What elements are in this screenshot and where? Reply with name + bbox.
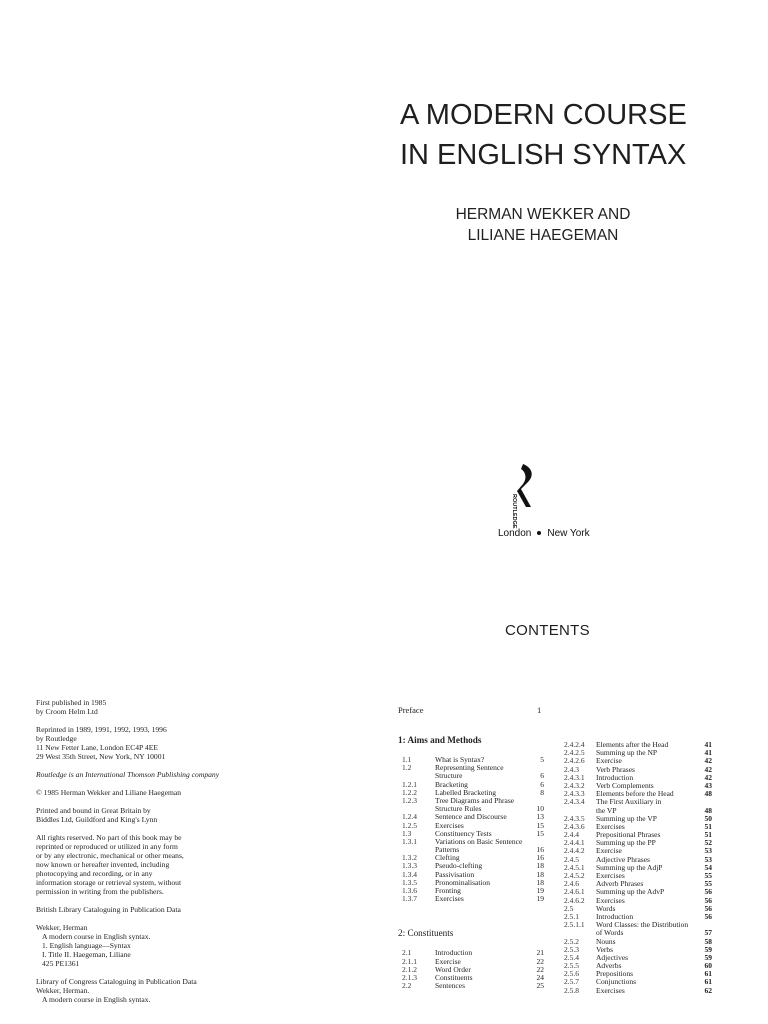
toc-entry bbox=[564, 921, 712, 929]
book-title bbox=[400, 95, 687, 175]
toc-entry-title: Representing Sentence bbox=[435, 763, 504, 773]
toc-entry-page: 56 bbox=[704, 911, 712, 921]
toc-entry-title: Bracketing bbox=[435, 779, 468, 789]
imprint-line: Wekker, Herman. bbox=[36, 986, 90, 995]
toc-entry-number: 1.2.4 bbox=[402, 812, 417, 822]
book-title-line1: A MODERN COURSE bbox=[400, 99, 687, 131]
imprint-block bbox=[36, 905, 284, 914]
toc-entry-title: Exercise bbox=[596, 756, 622, 766]
toc-entry-number: 2.5.1.1 bbox=[564, 920, 585, 930]
toc-entry-page: 51 bbox=[704, 821, 712, 831]
toc-entry-title: Fronting bbox=[435, 886, 461, 895]
imprint-line: by Croom Helm Ltd bbox=[36, 707, 98, 716]
toc-entry bbox=[564, 905, 712, 913]
toc-entry-number: 2.4.6 bbox=[564, 879, 579, 889]
toc-entry-title: Constituents bbox=[435, 972, 473, 982]
toc-entry-page: 15 bbox=[536, 828, 544, 838]
toc-entry-number: 1.3.2 bbox=[402, 853, 417, 863]
toc-entry bbox=[398, 966, 548, 974]
toc-entry-number: 1.2.1 bbox=[402, 779, 417, 789]
toc-entry-title: Exercises bbox=[596, 871, 625, 880]
toc-entry-number: 1.3.7 bbox=[402, 894, 417, 904]
toc-entry bbox=[398, 879, 548, 887]
toc-entry-title: Adverb Phrases bbox=[596, 879, 644, 889]
toc-entry-title: Summing up the NP bbox=[596, 748, 658, 758]
toc-entry-title: Exercise bbox=[435, 956, 461, 966]
toc-entry-page: 5 bbox=[540, 755, 544, 764]
toc-entry-page: 6 bbox=[540, 779, 544, 789]
toc-entry bbox=[398, 838, 548, 846]
toc-entry-number: 2.4.2.6 bbox=[564, 756, 585, 766]
toc-entry-number: 1.3.1 bbox=[402, 836, 417, 846]
imprint-line: Printed and bound in Great Britain by bbox=[36, 806, 151, 815]
toc-entry-title: Elements after the Head bbox=[596, 740, 669, 749]
toc-entry-page: 22 bbox=[536, 964, 544, 974]
imprint-block bbox=[36, 923, 284, 968]
toc-entry bbox=[398, 974, 548, 982]
imprint-line: 11 New Fetter Lane, London EC4P 4EE bbox=[36, 743, 158, 752]
toc-entry-page: 50 bbox=[704, 813, 712, 823]
toc-entry-number: 1.2.3 bbox=[402, 795, 417, 805]
toc-entry bbox=[564, 766, 712, 774]
imprint-line: I. Title II. Haegeman, Liliane bbox=[42, 950, 131, 959]
toc-entry-title: Elements before the Head bbox=[596, 789, 674, 799]
toc-chapter-2-rows bbox=[398, 949, 548, 990]
book-authors bbox=[448, 204, 638, 246]
toc-entry-title: Adverbs bbox=[596, 961, 622, 971]
toc-entry-page: 48 bbox=[704, 789, 712, 799]
toc-entry bbox=[398, 764, 548, 772]
toc-entry bbox=[398, 813, 548, 821]
imprint-line: photocopying and recording, or in any bbox=[36, 869, 153, 878]
toc-entry-title: Summing up the VP bbox=[596, 813, 657, 823]
toc-entry-number: 2.5.3 bbox=[564, 944, 579, 954]
toc-entry-page: 13 bbox=[536, 812, 544, 822]
toc-entry-page: 52 bbox=[704, 838, 712, 848]
toc-entry-title: What is Syntax? bbox=[435, 755, 485, 764]
imprint-line: Wekker, Herman bbox=[36, 923, 88, 932]
toc-entry-title: Tree Diagrams and Phrase bbox=[435, 795, 515, 805]
toc-entry bbox=[398, 958, 548, 966]
toc-entry-number: 1.2.5 bbox=[402, 820, 417, 830]
toc-entry-title: Structure bbox=[435, 771, 463, 781]
toc-entry-title: Pronominalisation bbox=[435, 877, 490, 887]
toc-entry-page: 56 bbox=[704, 903, 712, 913]
imprint-line: Biddles Ltd, Guildford and King's Lynn bbox=[36, 815, 158, 824]
toc-entry-title: Conjunctions bbox=[596, 977, 637, 987]
toc-entry-title: Summing up the PP bbox=[596, 838, 656, 848]
toc-entry bbox=[564, 978, 712, 986]
toc-entry-title: Patterns bbox=[435, 845, 460, 855]
toc-preface-title: Preface bbox=[398, 705, 424, 715]
toc-entry-number: 2.4.2.4 bbox=[564, 740, 585, 749]
toc-entry bbox=[564, 757, 712, 765]
toc-entry bbox=[564, 888, 712, 896]
toc-entry-number: 2.4.3.5 bbox=[564, 813, 585, 823]
toc-entry-number: 2.4.4.2 bbox=[564, 846, 585, 856]
logo-text: ROUTLEDGE bbox=[511, 494, 517, 529]
toc-entry-title: Introduction bbox=[435, 948, 473, 958]
imprint-line: A modern course in English syntax. bbox=[42, 995, 151, 1004]
toc-entry bbox=[564, 962, 712, 970]
toc-entry-number: 1.2.2 bbox=[402, 787, 417, 797]
toc-entry-number: 1.3.4 bbox=[402, 869, 417, 879]
toc-entry-number: 2.5.1 bbox=[564, 911, 579, 921]
toc-entry-title: Sentence and Discourse bbox=[435, 812, 507, 822]
toc-entry-number: 2.1.1 bbox=[402, 956, 417, 966]
toc-entry-page: 59 bbox=[704, 952, 712, 962]
toc-entry-page: 57 bbox=[704, 928, 712, 938]
toc-entry-page: 15 bbox=[536, 820, 544, 830]
toc-entry bbox=[564, 970, 712, 978]
toc-entry-number: 2.4.4 bbox=[564, 830, 579, 840]
imprint-page bbox=[36, 698, 284, 1013]
toc-entry-page: 42 bbox=[704, 772, 712, 782]
toc-entry-number: 1.1 bbox=[402, 755, 412, 764]
toc-entry-page: 21 bbox=[536, 948, 544, 958]
toc-entry-page: 58 bbox=[704, 936, 712, 946]
toc-entry-page: 22 bbox=[536, 956, 544, 966]
toc-entry-number: 2.5.4 bbox=[564, 952, 579, 962]
author-1: HERMAN WEKKER AND bbox=[455, 206, 631, 223]
toc-entry-title: Adjectives bbox=[596, 952, 629, 962]
imprint-block bbox=[36, 725, 284, 761]
toc-entry-page: 54 bbox=[704, 862, 712, 872]
toc-entry bbox=[398, 982, 548, 990]
toc-entry-title: Summing up the AdvP bbox=[596, 887, 665, 897]
imprint-line: now known or hereafter invented, including bbox=[36, 860, 170, 869]
imprint-block bbox=[36, 698, 284, 716]
toc-entry bbox=[398, 949, 548, 957]
toc-entry-number: 2.4.3.4 bbox=[564, 797, 585, 807]
toc-entry-number: 2.4.6.1 bbox=[564, 887, 585, 897]
toc-entry-page: 41 bbox=[704, 748, 712, 758]
bullet-dot bbox=[537, 531, 541, 535]
toc-entry-title: The First Auxiliary in bbox=[596, 797, 662, 807]
toc-entry-title: Prepositional Phrases bbox=[596, 830, 661, 840]
toc-entry-number: 2.4.3.3 bbox=[564, 789, 585, 799]
toc-entry-title: the VP bbox=[596, 805, 617, 815]
toc-entry-title: Words bbox=[596, 903, 616, 913]
imprint-line: 425 PE1361 bbox=[42, 959, 80, 968]
toc-entry-number: 2.4.5.2 bbox=[564, 871, 585, 880]
toc-entry-page: 42 bbox=[704, 756, 712, 766]
imprint-line: or by any electronic, mechanical or other means, bbox=[36, 851, 184, 860]
imprint-block bbox=[36, 833, 284, 896]
toc-entry-page: 18 bbox=[536, 869, 544, 879]
toc-entry-page: 60 bbox=[704, 961, 712, 971]
toc-entry-number: 2.5 bbox=[564, 903, 574, 913]
imprint-block bbox=[36, 977, 284, 1004]
toc-entry bbox=[564, 938, 712, 946]
toc-entry bbox=[564, 929, 712, 937]
toc-entry-title: Prepositions bbox=[596, 969, 634, 979]
toc-entry-page: 53 bbox=[704, 854, 712, 864]
city-newyork: New York bbox=[547, 528, 590, 539]
toc-entry-title: Word Classes: the Distribution bbox=[596, 920, 689, 930]
toc-entry bbox=[564, 987, 712, 995]
toc-entry-title: Sentences bbox=[435, 981, 465, 991]
toc-entry-number: 1.2 bbox=[402, 763, 412, 773]
toc-entry-title: Variations on Basic Sentence bbox=[435, 836, 523, 846]
imprint-line: All rights reserved. No part of this book may be bbox=[36, 833, 182, 842]
toc-entry-page: 19 bbox=[536, 886, 544, 895]
toc-entry-title: Word Order bbox=[435, 964, 471, 974]
imprint-block bbox=[36, 770, 284, 779]
toc-entry-page: 24 bbox=[536, 972, 544, 982]
toc-entry-number: 2.4.2.5 bbox=[564, 748, 585, 758]
toc-entry-page: 51 bbox=[704, 830, 712, 840]
toc-entry-title: Exercises bbox=[435, 894, 464, 904]
toc-entry-page: 55 bbox=[704, 871, 712, 880]
toc-entry bbox=[398, 846, 548, 854]
toc-entry-title: Verbs bbox=[596, 944, 614, 954]
toc-entry bbox=[564, 839, 712, 847]
toc-entry-title: Verb Complements bbox=[596, 780, 654, 790]
toc-chapter-2-heading: 2: Constituents bbox=[398, 928, 454, 939]
toc-right-column bbox=[564, 741, 712, 995]
toc-entry bbox=[398, 772, 548, 780]
toc-entry-number: 2.1 bbox=[402, 948, 412, 958]
imprint-line: British Library Cataloguing in Publication Data bbox=[36, 905, 181, 914]
toc-entry-number: 1.3.3 bbox=[402, 861, 417, 871]
toc-entry-title: Pseudo-clefting bbox=[435, 861, 483, 871]
city-london: London bbox=[498, 528, 532, 539]
toc-entry-number: 1.3.5 bbox=[402, 877, 417, 887]
publisher-cities bbox=[498, 528, 590, 539]
toc-entry-page: 59 bbox=[704, 944, 712, 954]
toc-entry-title: Constituency Tests bbox=[435, 828, 492, 838]
toc-entry-number: 2.1.2 bbox=[402, 964, 417, 974]
toc-entry-page: 16 bbox=[536, 853, 544, 863]
toc-entry bbox=[564, 798, 712, 806]
toc-entry-number: 1.3 bbox=[402, 828, 412, 838]
toc-chapter-1-rows bbox=[398, 756, 548, 903]
toc-entry-title: Passivisation bbox=[435, 869, 475, 879]
toc-entry-page: 8 bbox=[540, 787, 544, 797]
toc-entry-title: Adjective Phrases bbox=[596, 854, 650, 864]
toc-entry-number: 1.3.6 bbox=[402, 886, 417, 895]
toc-preface-page: 1 bbox=[537, 705, 542, 715]
toc-entry-title: Introduction bbox=[596, 911, 634, 921]
author-2: LILIANE HAEGEMAN bbox=[467, 227, 619, 244]
toc-entry bbox=[564, 749, 712, 757]
imprint-block bbox=[36, 788, 284, 797]
imprint-line: First published in 1985 bbox=[36, 698, 107, 707]
toc-entry-title: Verb Phrases bbox=[596, 764, 635, 774]
toc-entry bbox=[564, 946, 712, 954]
toc-entry-page: 56 bbox=[704, 895, 712, 905]
imprint-line: Reprinted in 1989, 1991, 1992, 1993, 1996 bbox=[36, 725, 167, 734]
toc-entry-title: Introduction bbox=[596, 772, 634, 782]
contents-heading: CONTENTS bbox=[505, 622, 590, 639]
imprint-line: information storage or retrieval system, without bbox=[36, 878, 182, 887]
toc-preface bbox=[398, 706, 548, 718]
toc-entry-title: Clefting bbox=[435, 853, 460, 863]
toc-entry-page: 19 bbox=[536, 894, 544, 904]
toc-entry-page: 42 bbox=[704, 764, 712, 774]
toc-entry-page: 18 bbox=[536, 877, 544, 887]
imprint-line: Library of Congress Cataloguing in Publication Data bbox=[36, 977, 197, 986]
routledge-logo bbox=[507, 462, 535, 532]
toc-entry-page: 25 bbox=[536, 981, 544, 991]
toc-entry-title: Nouns bbox=[596, 936, 616, 946]
toc-entry-title: Structure Rules bbox=[435, 804, 482, 814]
toc-entry-page: 53 bbox=[704, 846, 712, 856]
toc-entry-number: 2.4.3.6 bbox=[564, 821, 585, 831]
toc-entry-number: 2.5.5 bbox=[564, 961, 579, 971]
toc-entry-title: Exercises bbox=[435, 820, 464, 830]
toc-entry-page: 55 bbox=[704, 879, 712, 889]
toc-entry-title: Exercises bbox=[596, 821, 625, 831]
imprint-line: Routledge is an International Thomson Publishing company bbox=[36, 770, 220, 779]
toc-entry-number: 2.2 bbox=[402, 981, 412, 991]
imprint-line: © 1985 Herman Wekker and Liliane Haegeman bbox=[36, 788, 182, 797]
book-title-line2: IN ENGLISH SYNTAX bbox=[400, 139, 687, 171]
toc-entry-title: Exercises bbox=[596, 895, 625, 905]
toc-entry-title: Exercise bbox=[596, 846, 622, 856]
imprint-line: permission in writing from the publishers. bbox=[36, 887, 164, 896]
toc-entry bbox=[564, 897, 712, 905]
toc-entry-title: Labelled Bracketing bbox=[435, 787, 497, 797]
imprint-line: A modern course in English syntax. bbox=[42, 932, 151, 941]
toc-entry-page: 61 bbox=[704, 969, 712, 979]
toc-entry bbox=[398, 895, 548, 903]
toc-entry-number: 2.4.3.1 bbox=[564, 772, 585, 782]
toc-entry-number: 2.4.5 bbox=[564, 854, 579, 864]
toc-entry-page: 48 bbox=[704, 805, 712, 815]
toc-entry-title: of Words bbox=[596, 928, 624, 938]
toc-entry-number: 2.5.2 bbox=[564, 936, 579, 946]
toc-entry bbox=[564, 864, 712, 872]
toc-entry-page: 43 bbox=[704, 780, 712, 790]
imprint-line: by Routledge bbox=[36, 734, 77, 743]
toc-entry-page: 10 bbox=[536, 804, 544, 814]
imprint-line: 29 West 35th Street, New York, NY 10001 bbox=[36, 752, 166, 761]
toc-entry bbox=[564, 954, 712, 962]
toc-entry-number: 2.4.3.2 bbox=[564, 780, 585, 790]
toc-entry-page: 41 bbox=[704, 740, 712, 749]
toc-entry-number: 2.4.4.1 bbox=[564, 838, 585, 848]
toc-entry-page: 18 bbox=[536, 861, 544, 871]
toc-entry bbox=[398, 887, 548, 895]
toc-entry-number: 2.5.7 bbox=[564, 977, 579, 987]
imprint-line: reprinted or reproduced or utilized in any form bbox=[36, 842, 178, 851]
toc-left-column bbox=[398, 706, 548, 990]
toc-entry-number: 2.5.8 bbox=[564, 985, 579, 995]
toc-entry-number: 2.4.3 bbox=[564, 764, 579, 774]
toc-entry-title: Summing up the AdjP bbox=[596, 862, 663, 872]
toc-entry-number: 2.1.3 bbox=[402, 972, 417, 982]
toc-entry-number: 2.4.6.2 bbox=[564, 895, 585, 905]
toc-entry-page: 56 bbox=[704, 887, 712, 897]
toc-entry-number: 2.4.5.1 bbox=[564, 862, 585, 872]
toc-entry-page: 62 bbox=[704, 985, 712, 995]
toc-entry-number: 2.5.6 bbox=[564, 969, 579, 979]
toc-entry bbox=[564, 815, 712, 823]
toc-entry-page: 61 bbox=[704, 977, 712, 987]
toc-entry-page: 16 bbox=[536, 845, 544, 855]
imprint-block bbox=[36, 806, 284, 824]
toc-chapter-1-heading: 1: Aims and Methods bbox=[398, 735, 482, 745]
toc-entry-title: Exercises bbox=[596, 985, 625, 995]
toc-entry-page: 6 bbox=[540, 771, 544, 781]
imprint-line: 1. English language—Syntax bbox=[42, 941, 131, 950]
